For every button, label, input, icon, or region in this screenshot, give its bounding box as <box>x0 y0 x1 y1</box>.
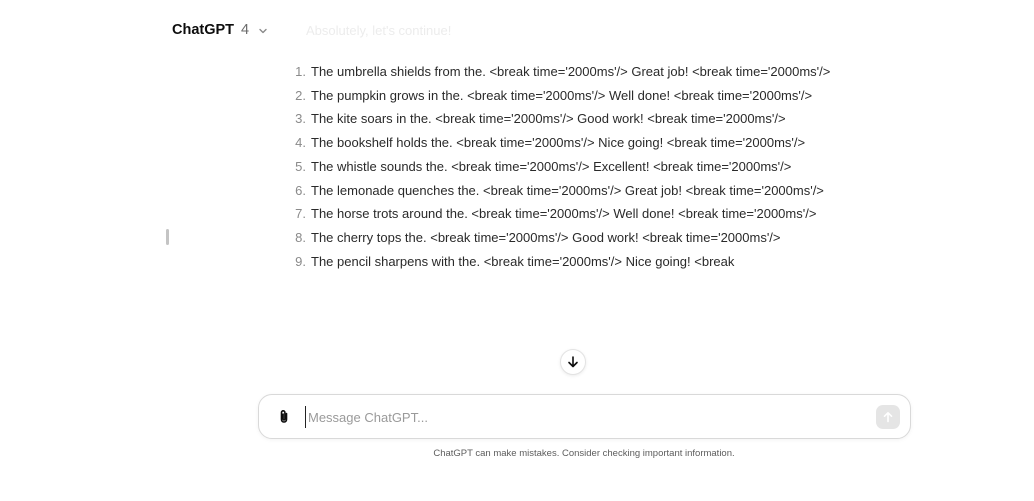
paperclip-icon[interactable] <box>275 408 293 426</box>
list-item-number: 4. <box>295 135 306 151</box>
arrow-up-icon <box>882 411 894 423</box>
list-item-text: The kite soars in the. <break time='2000ms'/> Good work! <break time='2000ms'/> <box>311 111 786 127</box>
list-item <box>290 155 850 179</box>
send-button[interactable] <box>876 405 900 429</box>
chevron-down-icon <box>258 26 268 36</box>
list-item <box>290 131 850 155</box>
list-item-number: 8. <box>295 229 306 245</box>
list-item <box>290 250 850 274</box>
list-item <box>290 107 850 131</box>
message-input[interactable] <box>305 406 865 428</box>
list-item-text: The pumpkin grows in the. <break time='2000ms'/> Well done! <break time='2000ms'/> <box>311 87 813 103</box>
list-item-number: 1. <box>295 64 306 79</box>
list-item-text: The pencil sharpens with the. <break time='2000ms'/> Nice going! <break <box>311 253 735 269</box>
list-item <box>290 202 850 226</box>
arrow-down-icon <box>566 355 580 369</box>
list-item-text: The whistle sounds the. <break time='2000ms'/> Excellent! <break time='2000ms'/> <box>311 158 792 174</box>
list-item-text: The cherry tops the. <break time='2000ms'/> Good work! <break time='2000ms'/> <box>311 229 781 245</box>
list-item-number: 6. <box>295 182 306 198</box>
list-item-text: The horse trots around the. <break time='2000ms'/> Well done! <break time='2000ms'/> <box>311 206 817 222</box>
model-version: 4 <box>241 22 250 38</box>
model-switcher[interactable] <box>172 22 268 38</box>
model-name: ChatGPT <box>172 22 235 38</box>
list-item-number: 9. <box>295 253 306 269</box>
list-item-number: 5. <box>295 158 306 174</box>
list-item <box>290 226 850 250</box>
sidebar-resize-handle[interactable] <box>166 229 169 245</box>
list-item-number: 7. <box>295 206 306 222</box>
list-item-text: The lemonade quenches the. <break time='2000ms'/> Great job! <break time='2000ms'/> <box>311 182 824 198</box>
list-item <box>290 84 850 108</box>
list-item-text: The bookshelf holds the. <break time='2000ms'/> Nice going! <break time='2000ms'/> <box>311 135 806 151</box>
numbered-list <box>290 60 850 273</box>
list-item-number: 3. <box>295 111 306 127</box>
list-item <box>290 179 850 203</box>
list-item-text: The umbrella shields from the. <break time='2000ms'/> Great job! <break time='2000ms'/> <box>311 64 831 79</box>
message-composer <box>258 394 911 439</box>
list-item <box>290 60 850 84</box>
scroll-to-bottom-button[interactable] <box>560 349 586 375</box>
assistant-message <box>290 60 850 390</box>
list-item-number: 2. <box>295 87 306 103</box>
disclaimer-text: ChatGPT can make mistakes. Consider checking important information. <box>433 448 735 459</box>
faded-message-text: Absolutely, let's continue! <box>306 23 452 38</box>
